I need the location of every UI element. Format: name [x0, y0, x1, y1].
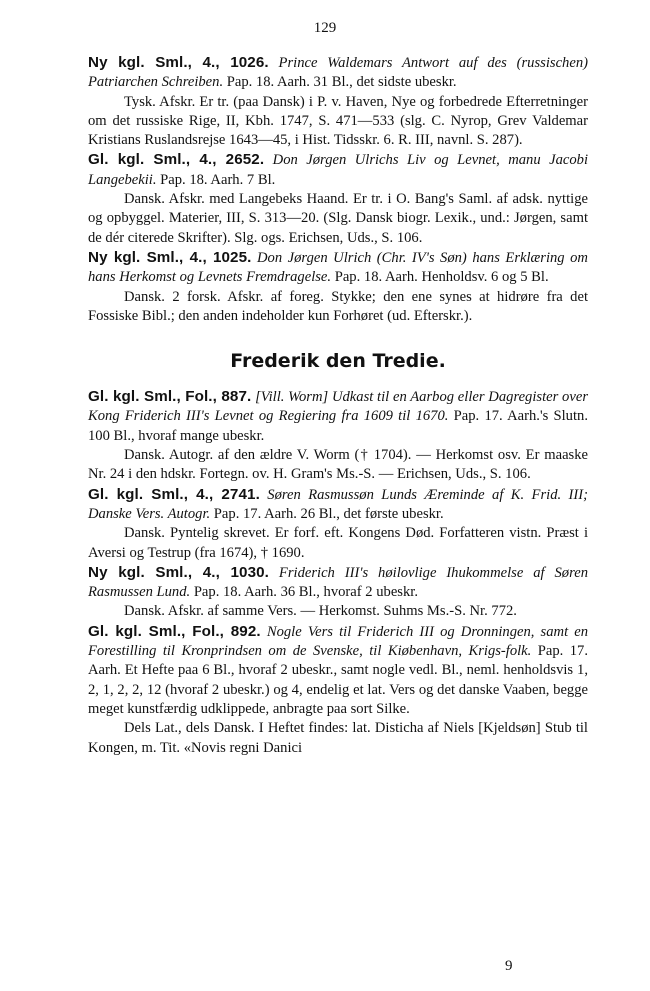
- catalog-entry: [88, 563, 588, 603]
- entry-notes: Dels Lat., dels Dansk. I Heftet findes: lat. Disticha af Niels [Kjeldsøn] Stub til Kongen, m. Tit. «Novis regni Danici: [88, 720, 588, 756]
- signature-mark: 9: [505, 958, 513, 974]
- entry-title: Friderich III's høilovlige Ihukommelse af Søren Rasmussen Lund.: [88, 564, 588, 601]
- entry-heading: Ny kgl. Sml., 4., 1030.: [88, 563, 269, 581]
- catalog-entry: [88, 485, 588, 525]
- entry-notes: Tysk. Afskr. Er tr. (paa Dansk) i P. v. Haven, Nye og forbedrede Efterretninger om det russiske Rige, II, Kbh. 1747, S. 471—533 (slg. C. Nyrop, Grev Valdemar Kristians Ruslandsrejse 1643—45, i Hist. Tidsskr. 6. R. III, navnl. S. 287).: [88, 93, 588, 149]
- entry-notes: Dansk. Afskr. med Langebeks Haand. Er tr. i O. Bang's Saml. af adsk. nyttige og opbyggel. Materier, III, S. 313—20. (Slg. Dansk biogr. Lexik., und.: Jørgen, samt de dér citerede Skrifter). Slg. ogs. Erichsen, Uds., S. 106.: [88, 191, 588, 246]
- text-column: [88, 53, 588, 758]
- entry-title: Nogle Vers til Friderich III og Dronningen, samt en Forestilling til Kronprindsen om de Svenske, til Kiøbenhavn, Krigs-folk.: [88, 623, 589, 660]
- entry-details: Pap. 18. Aarh. 7 Bl.: [156, 171, 276, 188]
- entry-notes: Dansk. Pyntelig skrevet. Er forf. eft. Kongens Død. Forfatteren vistn. Præst i Aversi og Testrup (fra 1674), † 1690.: [88, 525, 588, 561]
- entry-details: Pap. 17. Aarh. Et Hefte paa 6 Bl., hvoraf 2 ubeskr., samt nogle vedl. Bl., neml. henholdsvis 1, 2, 1, 2, 2, 12 (hvoraf 2 ubeskr.) og 4, endelig et lat. Vers og det danske Vaaben, begge meget kunstfærdig udklippede, anbragte paa sort Silke.: [88, 643, 588, 717]
- entry-heading: Ny kgl. Sml., 4., 1025.: [88, 248, 252, 266]
- entry-notes: Dansk. 2 forsk. Afskr. af foreg. Stykke; den ene synes at hidrøre fra det Fossiske Bibl.; den anden indeholder kun Forhøret (ud. Efterskr.).: [88, 288, 588, 324]
- section-heading: Frederik den Tredie.: [230, 350, 446, 373]
- entry-title: Søren Rasmussøn Lunds Æreminde af K. Frid. III; Danske Vers. Autogr.: [88, 486, 588, 522]
- entry-notes: Dansk. Autogr. af den ældre V. Worm († 1704). — Herkomst osv. Er maaske Nr. 24 i den hdskr. Fortegn. ov. H. Gram's Ms.-S. — Erichsen, Uds., S. 106.: [88, 447, 588, 483]
- entry-title: Don Jørgen Ulrich (Chr. IV's Søn) hans Erklæring om hans Herkomst og Levnets Fremdragelse.: [88, 249, 588, 286]
- entry-title: [Vill. Worm] Udkast til en Aarbog eller Dagregister over Kong Friderich III's Levnet og Regiering fra 1609 til 1670.: [88, 389, 588, 425]
- catalog-entry: [88, 248, 588, 288]
- entry-heading: Gl. kgl. Sml., Fol., 892.: [88, 622, 261, 640]
- entry-details: Pap. 18. Aarh. 31 Bl., det sidste ubeskr.: [223, 74, 457, 91]
- entry-heading: Ny kgl. Sml., 4., 1026.: [88, 54, 269, 71]
- page-number: 129: [313, 20, 337, 36]
- entry-notes: Dansk. Afskr. af samme Vers. — Herkomst. Suhms Ms.-S. Nr. 772.: [124, 603, 517, 620]
- entry-heading: Gl. kgl. Sml., 4., 2741.: [88, 485, 260, 503]
- entry-details: Pap. 17. Aarh. 26 Bl., det første ubeskr.: [210, 505, 444, 522]
- catalog-entry: [88, 53, 588, 93]
- catalog-entry: [88, 622, 588, 719]
- entry-details: Pap. 18. Aarh. 36 Bl., hvoraf 2 ubeskr.: [190, 584, 418, 601]
- entry-details: Pap. 18. Aarh. Henholdsv. 6 og 5 Bl.: [331, 269, 549, 286]
- entry-title: Don Jørgen Ulrichs Liv og Levnet, manu Jacobi Langebekii.: [88, 152, 588, 188]
- entry-title: Prince Waldemars Antwort auf des (russischen) Patriarchen Schreiben.: [88, 55, 588, 91]
- entry-heading: Gl. kgl. Sml., Fol., 887.: [88, 388, 252, 406]
- entry-heading: Gl. kgl. Sml., 4., 2652.: [88, 151, 265, 169]
- catalog-entry: [88, 150, 588, 190]
- catalog-entry: [88, 387, 588, 446]
- entry-details: Pap. 17. Aarh.'s Slutn. 100 Bl., hvoraf mange ubeskr.: [88, 408, 588, 444]
